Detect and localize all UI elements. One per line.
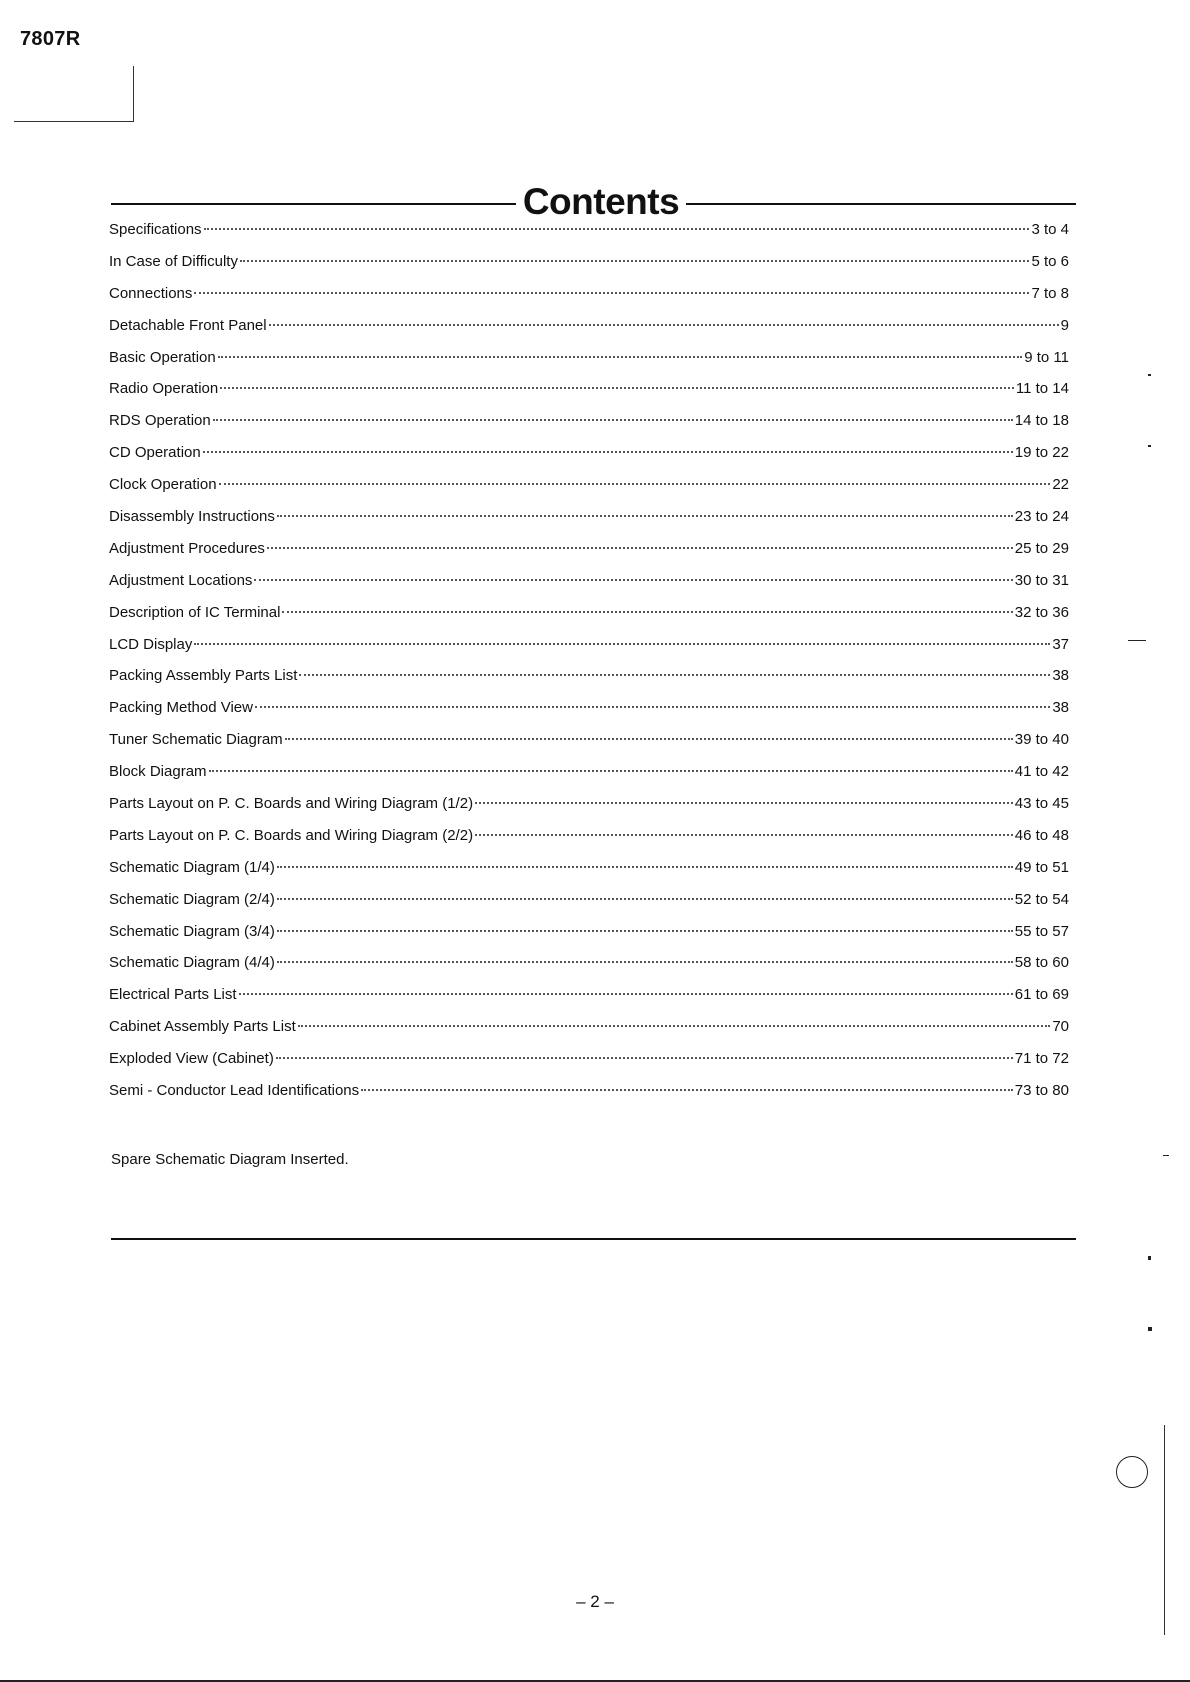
toc-entry-pages: 9 <box>1060 316 1069 334</box>
toc-entry <box>109 221 1069 253</box>
contents-title-row <box>111 180 1076 226</box>
scan-circle-mark <box>1116 1456 1148 1488</box>
toc-entry-title: Parts Layout on P. C. Boards and Wiring Diagram (1/2) <box>109 795 474 813</box>
toc-dot-leader <box>277 515 1013 517</box>
toc-dot-leader <box>194 643 1050 645</box>
toc-entry-title: Schematic Diagram (3/4) <box>109 922 275 940</box>
toc-dot-leader <box>267 547 1013 549</box>
toc-entry-pages: 61 to 69 <box>1014 986 1069 1004</box>
toc-dot-leader <box>475 834 1013 836</box>
toc-entry <box>109 827 1069 859</box>
toc-dot-leader <box>269 324 1059 326</box>
toc-entry <box>109 476 1069 508</box>
toc-entry-pages: 46 to 48 <box>1014 826 1069 844</box>
toc-dot-leader <box>218 356 1023 358</box>
toc-dot-leader <box>213 419 1013 421</box>
toc-entry <box>109 604 1069 636</box>
toc-entry-pages: 32 to 36 <box>1014 603 1069 621</box>
title-rule-left <box>111 203 516 205</box>
toc-entry-title: Connections <box>109 284 193 302</box>
toc-entry <box>109 763 1069 795</box>
toc-entry-title: In Case of Difficulty <box>109 252 238 270</box>
toc-entry-pages: 58 to 60 <box>1014 954 1069 972</box>
toc-entry <box>109 954 1069 986</box>
scan-speck <box>1148 374 1151 376</box>
toc-entry <box>109 699 1069 731</box>
toc-entry-pages: 19 to 22 <box>1014 444 1069 462</box>
toc-dot-leader <box>240 260 1030 262</box>
toc-entry <box>109 667 1069 699</box>
model-code-box <box>14 66 134 122</box>
toc-entry-pages: 73 to 80 <box>1014 1082 1069 1100</box>
toc-dot-leader <box>285 738 1013 740</box>
toc-entry-title: Packing Method View <box>109 699 253 717</box>
toc-dot-leader <box>194 292 1029 294</box>
toc-entry-pages: 11 to 14 <box>1015 380 1069 398</box>
toc-entry-title: Description of IC Terminal <box>109 603 281 621</box>
toc-entry-pages: 3 to 4 <box>1031 221 1069 238</box>
toc-entry-title: Cabinet Assembly Parts List <box>109 1018 296 1036</box>
toc-entry-pages: 49 to 51 <box>1014 858 1069 876</box>
toc-dot-leader <box>239 993 1013 995</box>
toc-entry <box>109 540 1069 572</box>
toc-entry <box>109 444 1069 476</box>
toc-entry-pages: 9 to 11 <box>1024 348 1069 366</box>
toc-entry-title: Schematic Diagram (1/4) <box>109 858 275 876</box>
toc-dot-leader <box>276 1057 1013 1059</box>
toc-entry <box>109 1050 1069 1082</box>
scan-speck <box>1148 1256 1151 1260</box>
title-rule-right <box>686 203 1076 205</box>
toc-entry-pages: 41 to 42 <box>1014 763 1069 781</box>
toc-entry-title: Adjustment Procedures <box>109 539 265 557</box>
toc-entry-pages: 52 to 54 <box>1014 890 1069 908</box>
toc-dot-leader <box>254 579 1012 581</box>
toc-entry-title: Electrical Parts List <box>109 986 237 1004</box>
toc-dot-leader <box>277 961 1013 963</box>
toc-entry-title: CD Operation <box>109 444 201 462</box>
toc-entry <box>109 795 1069 827</box>
page-number: – 2 – <box>576 1592 614 1611</box>
toc-entry-pages: 25 to 29 <box>1014 539 1069 557</box>
scan-speck <box>1148 1327 1152 1331</box>
toc-entry <box>109 412 1069 444</box>
table-of-contents <box>109 221 1069 1114</box>
bottom-rule <box>111 1238 1076 1240</box>
toc-dot-leader <box>277 930 1013 932</box>
toc-entry <box>109 636 1069 668</box>
toc-dot-leader <box>277 898 1013 900</box>
toc-entry-title: LCD Display <box>109 635 193 653</box>
toc-entry-pages: 23 to 24 <box>1014 508 1069 526</box>
toc-dot-leader <box>255 706 1050 708</box>
toc-entry-title: Block Diagram <box>109 763 207 781</box>
toc-dot-leader <box>204 228 1030 230</box>
toc-dot-leader <box>209 770 1013 772</box>
toc-dot-leader <box>219 483 1051 485</box>
page-title: Contents <box>522 181 680 222</box>
scan-speck <box>1128 640 1146 641</box>
toc-dot-leader <box>203 451 1013 453</box>
toc-dot-leader <box>475 802 1013 804</box>
toc-entry-title: Specifications <box>109 221 202 238</box>
toc-entry-pages: 22 <box>1052 476 1069 494</box>
toc-entry-title: Schematic Diagram (4/4) <box>109 954 275 972</box>
toc-entry-title: Schematic Diagram (2/4) <box>109 890 275 908</box>
note-text: Spare Schematic Diagram Inserted. <box>111 1151 349 1168</box>
toc-entry-pages: 30 to 31 <box>1014 571 1069 589</box>
scan-speck <box>1163 1155 1169 1156</box>
toc-entry <box>109 380 1069 412</box>
toc-entry-title: Clock Operation <box>109 476 217 494</box>
toc-dot-leader <box>298 1025 1051 1027</box>
toc-entry <box>109 572 1069 604</box>
toc-entry-pages: 39 to 40 <box>1014 731 1069 749</box>
toc-entry-pages: 5 to 6 <box>1031 252 1069 270</box>
toc-entry-title: Disassembly Instructions <box>109 508 275 526</box>
toc-entry-title: Packing Assembly Parts List <box>109 667 298 685</box>
toc-entry-pages: 55 to 57 <box>1014 922 1069 940</box>
toc-dot-leader <box>277 866 1013 868</box>
toc-dot-leader <box>361 1089 1013 1091</box>
toc-entry-pages: 70 <box>1052 1018 1069 1036</box>
toc-entry-pages: 43 to 45 <box>1014 795 1069 813</box>
toc-entry-title: Parts Layout on P. C. Boards and Wiring Diagram (2/2) <box>109 826 474 844</box>
toc-entry <box>109 317 1069 349</box>
scan-speck <box>1148 445 1151 447</box>
toc-entry-title: Radio Operation <box>109 380 219 398</box>
toc-entry <box>109 923 1069 955</box>
toc-dot-leader <box>299 674 1050 676</box>
model-code: 7807R <box>20 28 81 50</box>
toc-entry-pages: 38 <box>1052 667 1069 685</box>
toc-entry-pages: 37 <box>1052 635 1069 653</box>
toc-entry <box>109 891 1069 923</box>
toc-dot-leader <box>220 387 1014 389</box>
toc-entry <box>109 731 1069 763</box>
toc-entry-title: RDS Operation <box>109 412 211 430</box>
toc-entry <box>109 986 1069 1018</box>
toc-entry-pages: 71 to 72 <box>1014 1050 1069 1068</box>
toc-entry-pages: 7 to 8 <box>1031 284 1069 302</box>
toc-entry <box>109 253 1069 285</box>
toc-entry-title: Basic Operation <box>109 348 216 366</box>
toc-dot-leader <box>282 611 1012 613</box>
toc-entry <box>109 1082 1069 1114</box>
toc-entry <box>109 508 1069 540</box>
toc-entry <box>109 859 1069 891</box>
toc-entry-title: Adjustment Locations <box>109 571 253 589</box>
toc-entry-pages: 38 <box>1052 699 1069 717</box>
toc-entry <box>109 1018 1069 1050</box>
toc-entry-title: Exploded View (Cabinet) <box>109 1050 274 1068</box>
toc-entry <box>109 285 1069 317</box>
scan-edge-line <box>1164 1425 1165 1635</box>
toc-entry-title: Semi - Conductor Lead Identifications <box>109 1082 360 1100</box>
toc-entry-title: Tuner Schematic Diagram <box>109 731 283 749</box>
toc-entry-title: Detachable Front Panel <box>109 316 267 334</box>
toc-entry <box>109 349 1069 381</box>
toc-entry-pages: 14 to 18 <box>1014 412 1069 430</box>
